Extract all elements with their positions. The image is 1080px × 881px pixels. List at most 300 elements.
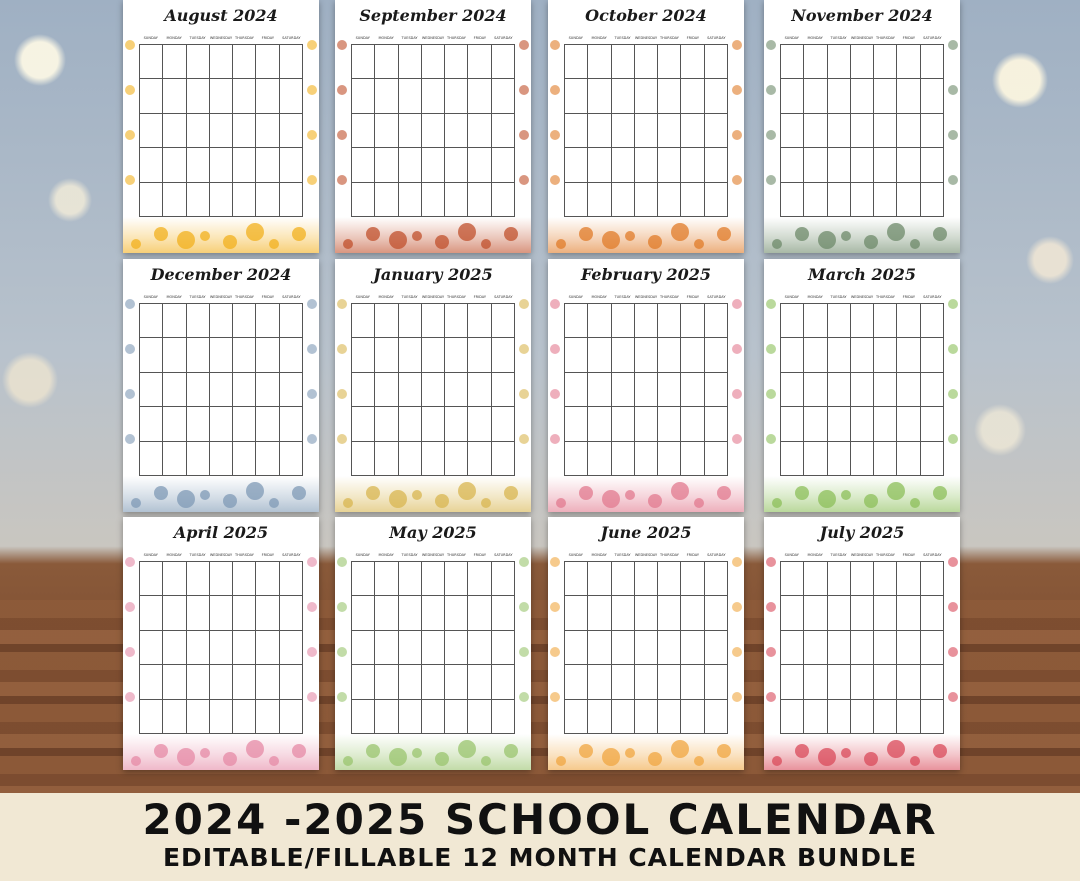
day-cell[interactable] [140,148,163,182]
day-cell[interactable] [851,45,874,79]
day-cell[interactable] [565,183,588,217]
day-cell[interactable] [804,407,827,441]
day-cell[interactable] [874,596,897,630]
day-cell[interactable] [140,114,163,148]
day-cell[interactable] [233,596,256,630]
day-cell[interactable] [352,631,375,665]
day-cell[interactable] [187,562,210,596]
day-cell[interactable] [781,79,804,113]
day-cell[interactable] [921,562,944,596]
day-cell[interactable] [658,373,681,407]
day-cell[interactable] [921,631,944,665]
day-cell[interactable] [233,114,256,148]
day-cell[interactable] [851,665,874,699]
day-cell[interactable] [635,304,658,338]
day-cell[interactable] [280,45,303,79]
day-cell[interactable] [781,665,804,699]
day-cell[interactable] [422,665,445,699]
day-cell[interactable] [781,45,804,79]
day-cell[interactable] [256,338,279,372]
day-cell[interactable] [399,442,422,476]
day-cell[interactable] [422,407,445,441]
day-cell[interactable] [874,665,897,699]
day-cell[interactable] [280,665,303,699]
day-cell[interactable] [233,45,256,79]
day-cell[interactable] [874,338,897,372]
day-cell[interactable] [851,596,874,630]
day-cell[interactable] [163,596,186,630]
day-cell[interactable] [422,45,445,79]
day-cell[interactable] [588,665,611,699]
day-cell[interactable] [399,407,422,441]
day-cell[interactable] [828,442,851,476]
day-cell[interactable] [681,700,704,734]
day-cell[interactable] [375,304,398,338]
day-cell[interactable] [874,45,897,79]
day-cell[interactable] [828,148,851,182]
day-cell[interactable] [588,442,611,476]
day-cell[interactable] [588,45,611,79]
day-cell[interactable] [163,631,186,665]
day-cell[interactable] [897,338,920,372]
day-cell[interactable] [187,373,210,407]
day-cell[interactable] [399,114,422,148]
day-cell[interactable] [468,373,491,407]
day-cell[interactable] [163,373,186,407]
day-cell[interactable] [874,700,897,734]
day-cell[interactable] [612,596,635,630]
day-cell[interactable] [375,596,398,630]
day-cell[interactable] [612,631,635,665]
day-cell[interactable] [468,442,491,476]
day-cell[interactable] [468,562,491,596]
day-cell[interactable] [210,665,233,699]
day-cell[interactable] [804,79,827,113]
day-cell[interactable] [210,45,233,79]
day-cell[interactable] [280,114,303,148]
day-cell[interactable] [635,79,658,113]
day-cell[interactable] [445,562,468,596]
day-cell[interactable] [492,596,515,630]
day-cell[interactable] [804,338,827,372]
day-cell[interactable] [781,562,804,596]
day-cell[interactable] [565,596,588,630]
day-cell[interactable] [705,338,728,372]
day-cell[interactable] [635,631,658,665]
day-cell[interactable] [187,338,210,372]
day-cell[interactable] [921,373,944,407]
day-cell[interactable] [781,407,804,441]
day-cell[interactable] [375,442,398,476]
day-cell[interactable] [375,79,398,113]
day-cell[interactable] [187,700,210,734]
day-cell[interactable] [233,700,256,734]
day-cell[interactable] [705,562,728,596]
day-cell[interactable] [874,407,897,441]
day-cell[interactable] [233,631,256,665]
day-cell[interactable] [828,407,851,441]
day-cell[interactable] [422,338,445,372]
day-cell[interactable] [445,407,468,441]
day-cell[interactable] [804,631,827,665]
day-cell[interactable] [256,442,279,476]
day-cell[interactable] [492,631,515,665]
day-cell[interactable] [658,631,681,665]
day-cell[interactable] [492,338,515,372]
day-cell[interactable] [921,338,944,372]
day-cell[interactable] [612,562,635,596]
day-cell[interactable] [635,442,658,476]
day-cell[interactable] [588,114,611,148]
day-cell[interactable] [588,183,611,217]
day-cell[interactable] [851,338,874,372]
day-cell[interactable] [681,183,704,217]
day-cell[interactable] [681,665,704,699]
day-cell[interactable] [399,373,422,407]
day-cell[interactable] [897,373,920,407]
day-cell[interactable] [588,562,611,596]
day-cell[interactable] [658,562,681,596]
day-cell[interactable] [612,373,635,407]
day-cell[interactable] [658,596,681,630]
day-cell[interactable] [399,304,422,338]
day-cell[interactable] [635,338,658,372]
day-cell[interactable] [187,183,210,217]
day-cell[interactable] [210,407,233,441]
day-cell[interactable] [705,407,728,441]
day-cell[interactable] [210,114,233,148]
day-cell[interactable] [921,665,944,699]
day-cell[interactable] [588,407,611,441]
day-cell[interactable] [921,45,944,79]
day-cell[interactable] [781,442,804,476]
day-cell[interactable] [375,562,398,596]
day-cell[interactable] [256,665,279,699]
day-cell[interactable] [851,148,874,182]
day-cell[interactable] [804,45,827,79]
day-cell[interactable] [804,373,827,407]
day-cell[interactable] [352,45,375,79]
day-cell[interactable] [163,79,186,113]
day-cell[interactable] [897,304,920,338]
day-cell[interactable] [163,114,186,148]
day-cell[interactable] [705,442,728,476]
day-cell[interactable] [187,596,210,630]
day-cell[interactable] [921,114,944,148]
day-cell[interactable] [681,79,704,113]
day-cell[interactable] [256,562,279,596]
day-cell[interactable] [705,304,728,338]
day-cell[interactable] [280,373,303,407]
day-cell[interactable] [897,665,920,699]
day-cell[interactable] [565,373,588,407]
day-cell[interactable] [352,148,375,182]
day-cell[interactable] [445,665,468,699]
day-cell[interactable] [352,183,375,217]
day-cell[interactable] [588,148,611,182]
day-cell[interactable] [612,665,635,699]
day-cell[interactable] [565,45,588,79]
day-cell[interactable] [635,373,658,407]
day-cell[interactable] [781,700,804,734]
day-cell[interactable] [612,79,635,113]
day-cell[interactable] [422,596,445,630]
day-cell[interactable] [588,338,611,372]
day-cell[interactable] [352,562,375,596]
day-cell[interactable] [851,304,874,338]
day-cell[interactable] [851,79,874,113]
day-cell[interactable] [140,183,163,217]
day-cell[interactable] [565,148,588,182]
day-cell[interactable] [280,79,303,113]
day-cell[interactable] [635,700,658,734]
day-cell[interactable] [210,442,233,476]
day-cell[interactable] [897,562,920,596]
day-cell[interactable] [445,596,468,630]
day-cell[interactable] [210,700,233,734]
day-cell[interactable] [256,596,279,630]
day-cell[interactable] [445,442,468,476]
day-cell[interactable] [828,114,851,148]
day-cell[interactable] [233,562,256,596]
day-cell[interactable] [352,407,375,441]
day-cell[interactable] [851,442,874,476]
day-cell[interactable] [897,148,920,182]
day-cell[interactable] [280,148,303,182]
day-cell[interactable] [828,304,851,338]
day-cell[interactable] [280,631,303,665]
day-cell[interactable] [921,183,944,217]
day-cell[interactable] [681,442,704,476]
day-cell[interactable] [921,442,944,476]
day-cell[interactable] [681,631,704,665]
day-cell[interactable] [681,338,704,372]
day-cell[interactable] [352,700,375,734]
day-cell[interactable] [897,114,920,148]
day-cell[interactable] [233,183,256,217]
day-cell[interactable] [588,596,611,630]
day-cell[interactable] [140,79,163,113]
day-cell[interactable] [565,700,588,734]
day-cell[interactable] [828,562,851,596]
day-cell[interactable] [588,700,611,734]
day-cell[interactable] [897,631,920,665]
day-cell[interactable] [588,304,611,338]
day-cell[interactable] [445,373,468,407]
day-cell[interactable] [163,562,186,596]
day-cell[interactable] [828,596,851,630]
day-cell[interactable] [781,114,804,148]
day-cell[interactable] [828,700,851,734]
day-cell[interactable] [565,631,588,665]
day-cell[interactable] [612,183,635,217]
day-cell[interactable] [804,596,827,630]
day-cell[interactable] [163,304,186,338]
day-cell[interactable] [565,79,588,113]
day-cell[interactable] [352,304,375,338]
day-cell[interactable] [375,631,398,665]
day-cell[interactable] [445,183,468,217]
day-cell[interactable] [375,665,398,699]
day-cell[interactable] [897,183,920,217]
day-cell[interactable] [705,114,728,148]
day-cell[interactable] [874,562,897,596]
day-cell[interactable] [210,562,233,596]
day-cell[interactable] [422,562,445,596]
day-cell[interactable] [210,373,233,407]
day-cell[interactable] [565,114,588,148]
day-cell[interactable] [210,338,233,372]
day-cell[interactable] [422,373,445,407]
day-cell[interactable] [681,304,704,338]
day-cell[interactable] [804,183,827,217]
day-cell[interactable] [681,373,704,407]
day-cell[interactable] [140,338,163,372]
day-cell[interactable] [187,45,210,79]
day-cell[interactable] [210,183,233,217]
day-cell[interactable] [210,304,233,338]
day-cell[interactable] [256,45,279,79]
day-cell[interactable] [256,79,279,113]
day-cell[interactable] [163,148,186,182]
day-cell[interactable] [635,45,658,79]
day-cell[interactable] [422,304,445,338]
day-cell[interactable] [445,148,468,182]
day-cell[interactable] [492,700,515,734]
day-cell[interactable] [897,596,920,630]
day-cell[interactable] [781,148,804,182]
day-cell[interactable] [422,183,445,217]
day-cell[interactable] [256,373,279,407]
day-cell[interactable] [874,304,897,338]
day-cell[interactable] [187,665,210,699]
day-cell[interactable] [163,407,186,441]
day-cell[interactable] [187,304,210,338]
day-cell[interactable] [468,700,491,734]
day-cell[interactable] [352,79,375,113]
day-cell[interactable] [280,562,303,596]
day-cell[interactable] [658,304,681,338]
day-cell[interactable] [828,79,851,113]
day-cell[interactable] [233,407,256,441]
day-cell[interactable] [804,148,827,182]
day-cell[interactable] [422,114,445,148]
day-cell[interactable] [399,596,422,630]
day-cell[interactable] [468,631,491,665]
day-cell[interactable] [492,148,515,182]
day-cell[interactable] [635,562,658,596]
day-cell[interactable] [468,596,491,630]
day-cell[interactable] [658,183,681,217]
day-cell[interactable] [468,338,491,372]
day-cell[interactable] [635,148,658,182]
day-cell[interactable] [804,665,827,699]
day-cell[interactable] [658,700,681,734]
day-cell[interactable] [705,665,728,699]
day-cell[interactable] [233,665,256,699]
day-cell[interactable] [681,407,704,441]
day-cell[interactable] [422,79,445,113]
day-cell[interactable] [352,114,375,148]
day-cell[interactable] [163,45,186,79]
day-cell[interactable] [828,338,851,372]
day-cell[interactable] [781,373,804,407]
day-cell[interactable] [375,183,398,217]
day-cell[interactable] [681,114,704,148]
day-cell[interactable] [635,114,658,148]
day-cell[interactable] [468,183,491,217]
day-cell[interactable] [140,373,163,407]
day-cell[interactable] [187,407,210,441]
day-cell[interactable] [705,45,728,79]
day-cell[interactable] [705,373,728,407]
day-cell[interactable] [422,442,445,476]
day-cell[interactable] [921,79,944,113]
day-cell[interactable] [874,631,897,665]
day-cell[interactable] [828,631,851,665]
day-cell[interactable] [422,700,445,734]
day-cell[interactable] [921,700,944,734]
day-cell[interactable] [658,114,681,148]
day-cell[interactable] [468,45,491,79]
day-cell[interactable] [874,442,897,476]
day-cell[interactable] [851,114,874,148]
day-cell[interactable] [565,407,588,441]
day-cell[interactable] [280,304,303,338]
day-cell[interactable] [233,373,256,407]
day-cell[interactable] [468,665,491,699]
day-cell[interactable] [681,148,704,182]
day-cell[interactable] [187,114,210,148]
day-cell[interactable] [612,114,635,148]
day-cell[interactable] [705,148,728,182]
day-cell[interactable] [233,304,256,338]
day-cell[interactable] [588,631,611,665]
day-cell[interactable] [804,700,827,734]
day-cell[interactable] [375,373,398,407]
day-cell[interactable] [399,700,422,734]
day-cell[interactable] [187,442,210,476]
day-cell[interactable] [468,407,491,441]
day-cell[interactable] [280,596,303,630]
day-cell[interactable] [921,407,944,441]
day-cell[interactable] [163,442,186,476]
day-cell[interactable] [658,665,681,699]
day-cell[interactable] [897,79,920,113]
day-cell[interactable] [921,304,944,338]
day-cell[interactable] [163,665,186,699]
day-cell[interactable] [588,79,611,113]
day-cell[interactable] [280,183,303,217]
day-cell[interactable] [352,338,375,372]
day-cell[interactable] [897,407,920,441]
day-cell[interactable] [804,114,827,148]
day-cell[interactable] [781,631,804,665]
day-cell[interactable] [352,665,375,699]
day-cell[interactable] [874,148,897,182]
day-cell[interactable] [851,562,874,596]
day-cell[interactable] [256,148,279,182]
day-cell[interactable] [352,373,375,407]
day-cell[interactable] [256,407,279,441]
day-cell[interactable] [851,373,874,407]
day-cell[interactable] [612,45,635,79]
day-cell[interactable] [492,665,515,699]
day-cell[interactable] [612,148,635,182]
day-cell[interactable] [851,700,874,734]
day-cell[interactable] [140,304,163,338]
day-cell[interactable] [140,700,163,734]
